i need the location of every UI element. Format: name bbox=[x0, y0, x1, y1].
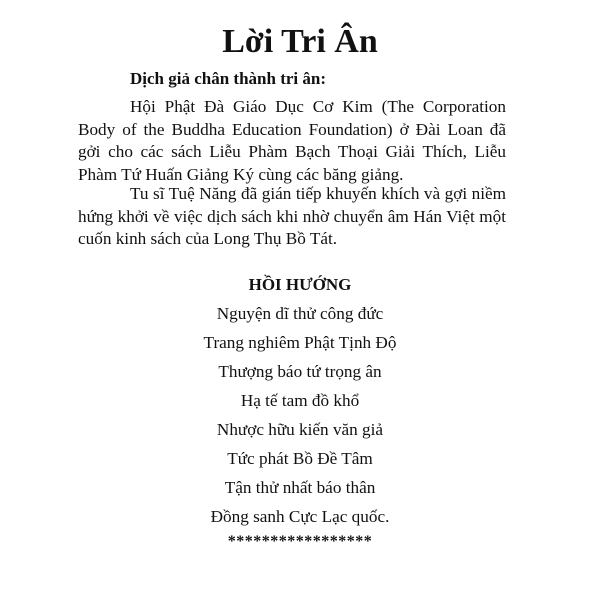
verse-line: Hạ tế tam đồ khổ bbox=[240, 391, 360, 410]
verse-line: Nguyện dĩ thử công đức bbox=[216, 304, 384, 323]
acknowledgement-subheading: Dịch giả chân thành tri ân: bbox=[130, 69, 326, 88]
verse-line: Trang nghiêm Phật Tịnh Độ bbox=[203, 333, 397, 352]
verse-line: Tức phát Bồ Đề Tâm bbox=[227, 449, 373, 468]
verse-line: Nhược hữu kiến văn giả bbox=[216, 420, 384, 439]
asterisk-separator: ***************** bbox=[227, 533, 373, 550]
acknowledgement-paragraph-1: Hội Phật Đà Giáo Dục Cơ Kim (The Corporation Body of the Buddha Education Foundation) ở Đài Loan đã gởi cho các sách Liễu Phàm Bạch Thoại Giải Thích, Liễu Phàm Tứ Huấn Giảng Ký cùng các băng giảng. bbox=[78, 97, 506, 184]
acknowledgement-paragraph-2: Tu sĩ Tuệ Năng đã gián tiếp khuyến khích và gợi niềm hứng khởi về việc dịch sách khi nhờ chuyển âm Hán Việt một cuốn kinh sách của Long Thụ Bồ Tát. bbox=[78, 184, 506, 248]
page-title: Lời Tri Ân bbox=[222, 23, 378, 60]
dedication-heading: HỒI HƯỚNG bbox=[248, 275, 352, 294]
verse-line: Đồng sanh Cực Lạc quốc. bbox=[210, 507, 390, 526]
verse-line: Tận thử nhất báo thân bbox=[224, 478, 376, 497]
verse-line: Thượng báo tứ trọng ân bbox=[218, 362, 382, 381]
dedication-verse bbox=[0, 299, 600, 531]
